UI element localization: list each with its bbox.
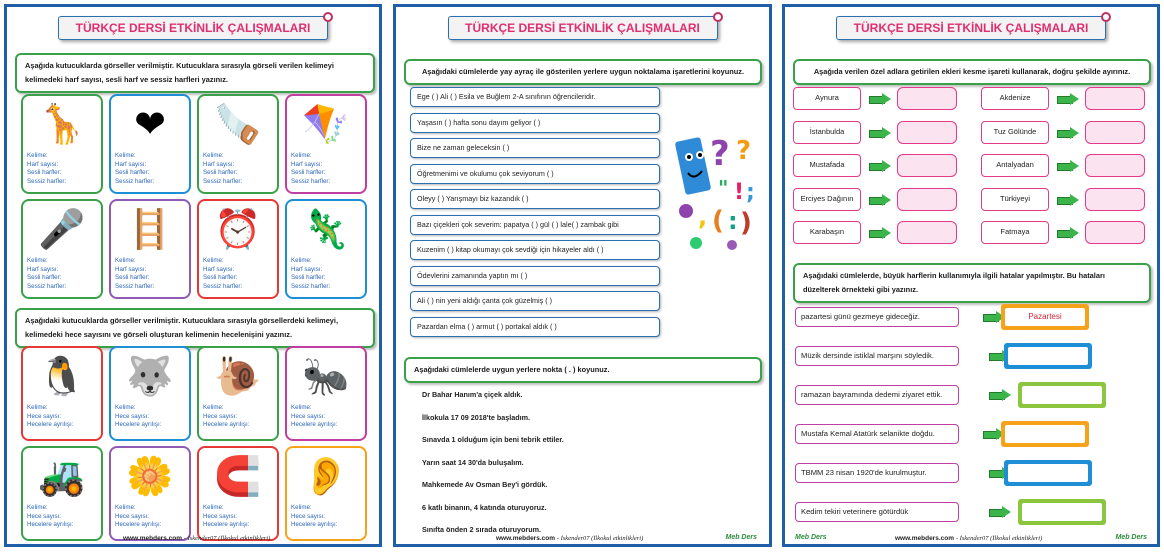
card-field-label: Hece sayısı: xyxy=(27,412,62,420)
saw-icon xyxy=(199,96,277,152)
proper-name-box: Türkiyeyi xyxy=(981,188,1049,211)
card-field-label: Sesli harfler: xyxy=(115,274,150,282)
snail-icon-glyph: 🐌 xyxy=(214,353,262,398)
page-title: TÜRKÇE DERSİ ETKİNLİK ÇALIŞMALARI xyxy=(58,16,328,40)
svg-text:): ) xyxy=(740,208,752,238)
card-field-label: Hecelere ayrılışı: xyxy=(115,421,162,429)
card-field-label: Hece sayısı: xyxy=(203,412,238,420)
answer-input-box[interactable] xyxy=(897,87,957,110)
card-field-label: Kelime: xyxy=(291,404,312,411)
card-field-label: Harf sayısı: xyxy=(27,160,59,168)
instruction-box-punctuation: Aşağıdaki cümlelerde yay ayraç ile gösterilen yerlere uygun noktalama işaretlerini koyunuz. xyxy=(404,59,762,85)
arrow-icon xyxy=(869,128,891,138)
answer-input-box[interactable] xyxy=(897,188,957,211)
card-field-label: Hece sayısı: xyxy=(115,412,150,420)
snail-icon xyxy=(199,348,277,404)
dot-sentence: Sınavda 1 olduğum için beni tebrik ettiler. xyxy=(422,435,564,444)
answer-input-box[interactable] xyxy=(897,121,957,144)
card-field-label: Hecelere ayrılışı: xyxy=(291,421,338,429)
card-field-label: Harf sayısı: xyxy=(291,160,323,168)
picture-card xyxy=(21,94,103,194)
microphone-icon-glyph: 🎤 xyxy=(38,206,86,251)
card-field-label: Kelime: xyxy=(27,504,48,511)
picture-card xyxy=(197,446,279,541)
arrow-icon xyxy=(869,161,891,171)
correction-answer-field[interactable] xyxy=(1022,386,1102,404)
dot-sentence: 6 katlı binanın, 4 katında oturuyoruz. xyxy=(422,502,547,512)
ant-icon xyxy=(287,348,365,404)
picture-card xyxy=(109,94,191,194)
card-field-label: Hecelere ayrılışı: xyxy=(27,521,74,529)
punctuation-sentence-box: Ali ( ) nin yeni aldığı çanta çok güzelmiş ( ) xyxy=(410,291,660,311)
instruction-box-apostrophe: Aşağıda verilen özel adlara getirilen ekleri kesme işareti kullanarak, doğru şekilde ayırınız. xyxy=(793,59,1151,85)
card-field-label: Kelime: xyxy=(291,257,312,264)
card-field-label: Sesli harfler: xyxy=(203,274,238,282)
mebders-logo: Meb Ders xyxy=(725,534,757,541)
card-field-label: Sessiz harfler: xyxy=(291,177,331,185)
card-field-label: Hecelere ayrılışı: xyxy=(27,421,74,429)
title-curl-decoration xyxy=(713,12,723,22)
correction-answer-box[interactable] xyxy=(1001,421,1089,447)
arrow-icon xyxy=(1057,94,1079,104)
picture-card xyxy=(285,446,367,541)
mebders-logo-right: Meb Ders xyxy=(1115,534,1147,541)
proper-name-box: Antalyadan xyxy=(981,154,1049,177)
capital-sentence-box: ramazan bayramında dedemi ziyaret ettik. xyxy=(795,385,959,405)
instruction-box-letters: Aşağıda kutucuklarda görseller verilmiştir. Kutucuklara sırasıyla görseli verilen kelimeyi kelimedeki harf sayısı, sesli harf ve sessiz harfleri yazınız. xyxy=(15,53,375,93)
lizard-icon-glyph: 🦎 xyxy=(302,206,350,251)
worksheet-page-3 xyxy=(782,4,1160,547)
capital-sentence-box: pazartesi günü gezmeye gideceğiz. xyxy=(795,307,959,327)
proper-name-box: Aynura xyxy=(793,87,861,110)
capital-sentence-box: Kedim tekiri veterinere götürdük xyxy=(795,502,959,522)
correction-answer-field[interactable] xyxy=(1022,503,1102,521)
arrow-icon xyxy=(869,228,891,238)
microphone-icon xyxy=(23,201,101,257)
arrow-icon xyxy=(869,195,891,205)
instruction-box-capitals: Aşağıdaki cümlelerde, büyük harflerin kullanımıyla ilgili hatalar yapılmıştır. Bu hataları düzelterek örnekteki gibi yazınız. xyxy=(793,263,1151,303)
correction-answer-box[interactable] xyxy=(1018,382,1106,408)
saw-icon-glyph: 🪚 xyxy=(214,101,262,146)
svg-text:": " xyxy=(718,176,729,200)
page-footer: www.mebders.com - İskender07 (İlkokul etkinlikleri) xyxy=(496,535,644,542)
correction-answer-box[interactable] xyxy=(1018,499,1106,525)
instruction-box-dot: Aşağıdaki cümlelerde uygun yerlere nokta ( . ) koyunuz. xyxy=(404,357,762,383)
heart-icon xyxy=(111,96,189,152)
card-field-label: Sessiz harfler: xyxy=(291,282,331,290)
card-field-label: Kelime: xyxy=(203,504,224,511)
page-footer: www.mebders.com - İskender07 (İlkokul etkinlikleri) xyxy=(123,535,271,542)
picture-card xyxy=(285,94,367,194)
picture-card xyxy=(21,346,103,441)
picture-card xyxy=(21,199,103,299)
card-field-label: Sessiz harfler: xyxy=(27,282,67,290)
answer-input-box[interactable] xyxy=(1085,221,1145,244)
correction-answer-field[interactable] xyxy=(1008,464,1088,482)
card-field-label: Kelime: xyxy=(115,404,136,411)
answer-input-box[interactable] xyxy=(897,221,957,244)
card-field-label: Harf sayısı: xyxy=(203,265,235,273)
picture-card xyxy=(285,346,367,441)
card-field-label: Hecelere ayrılışı: xyxy=(203,421,250,429)
proper-name-box: Tuz Gölünde xyxy=(981,121,1049,144)
page-title: TÜRKÇE DERSİ ETKİNLİK ÇALIŞMALARI xyxy=(836,16,1106,40)
clock-icon-glyph: ⏰ xyxy=(214,206,262,251)
card-field-label: Sessiz harfler: xyxy=(115,282,155,290)
arrow-icon xyxy=(869,94,891,104)
picture-card xyxy=(21,446,103,541)
card-field-label: Sessiz harfler: xyxy=(203,177,243,185)
correction-answer-field[interactable] xyxy=(1008,347,1088,365)
card-field-label: Hecelere ayrılışı: xyxy=(203,521,250,529)
answer-input-box[interactable] xyxy=(897,154,957,177)
daisy-icon xyxy=(111,448,189,504)
punctuation-sentence-box: Yaşasın ( ) hafta sonu dayım geliyor ( ) xyxy=(410,113,660,133)
answer-input-box[interactable] xyxy=(1085,188,1145,211)
page-footer: www.mebders.com - İskender07 (İlkokul etkinlikleri) xyxy=(895,535,1043,542)
title-curl-decoration xyxy=(323,12,333,22)
picture-card xyxy=(109,346,191,441)
card-field-label: Sesli harfler: xyxy=(27,274,62,282)
proper-name-box: Akdenize xyxy=(981,87,1049,110)
card-field-label: Kelime: xyxy=(115,152,136,159)
arrow-icon xyxy=(1057,161,1079,171)
svg-text:;: ; xyxy=(746,180,755,205)
card-field-label: Kelime: xyxy=(115,504,136,511)
picture-card xyxy=(109,446,191,541)
ant-icon-glyph: 🐜 xyxy=(302,353,350,398)
ear-icon-glyph: 👂 xyxy=(302,453,350,498)
ear-icon xyxy=(287,448,365,504)
punctuation-sentence-box: Kuzenim ( ) kitap okumayı çok sevdiği için hikayeler aldı ( ) xyxy=(410,240,660,260)
ladder-icon-glyph: 🪜 xyxy=(126,206,174,251)
punctuation-marks-illustration xyxy=(674,125,764,255)
page-title: TÜRKÇE DERSİ ETKİNLİK ÇALIŞMALARI xyxy=(448,16,718,40)
magnet-icon xyxy=(199,448,277,504)
dot-sentence: Yarın saat 14 30'da buluşalım. xyxy=(422,457,524,467)
instruction-box-syllables: Aşağıdaki kutucuklarda görseller verilmiştir. Kutucuklara sırasıyla görsellerdeki kelimeyi, kelimedeki hece sayısını ve görseli oluşturan kelimenin hecelenişini yazınız. xyxy=(15,308,375,348)
tractor-icon-glyph: 🚜 xyxy=(38,453,86,498)
worksheet-page-1 xyxy=(4,4,382,547)
arrow-icon xyxy=(989,507,1011,517)
card-field-label: Hecelere ayrılışı: xyxy=(291,521,338,529)
picture-card xyxy=(197,94,279,194)
dot-sentence: Dr Bahar Hanım'a çiçek aldık. xyxy=(422,390,523,399)
punctuation-sentence-box: Öğretmenimi ve okulumu çok seviyorum ( ) xyxy=(410,164,660,184)
card-field-label: Harf sayısı: xyxy=(203,160,235,168)
card-field-label: Sessiz harfler: xyxy=(27,177,67,185)
punctuation-sentence-box: Bize ne zaman geleceksin ( ) xyxy=(410,138,660,158)
answer-input-box[interactable] xyxy=(1085,154,1145,177)
svg-text:(: ( xyxy=(712,206,724,236)
dot-sentence: Sınıfta önden 2 sırada oturuyorum. xyxy=(422,525,542,534)
picture-card xyxy=(197,346,279,441)
wolf-icon xyxy=(111,348,189,404)
heart-icon-glyph: ❤ xyxy=(134,102,166,146)
lizard-icon xyxy=(287,201,365,257)
svg-text:?: ? xyxy=(710,134,730,174)
giraffe-icon xyxy=(23,96,101,152)
correction-answer-field[interactable]: Pazartesi xyxy=(1005,308,1085,326)
arrow-icon xyxy=(1057,228,1079,238)
card-field-label: Sesli harfler: xyxy=(27,169,62,177)
capital-sentence-box: TBMM 23 nisan 1920'de kurulmuştur. xyxy=(795,463,959,483)
picture-card xyxy=(109,199,191,299)
card-field-label: Kelime: xyxy=(291,152,312,159)
card-field-label: Harf sayısı: xyxy=(115,160,147,168)
proper-name-box: Karabaşın xyxy=(793,221,861,244)
capital-sentence-box: Mustafa Kemal Atatürk selanikte doğdu. xyxy=(795,424,959,444)
kite-icon xyxy=(287,96,365,152)
card-field-label: Sesli harfler: xyxy=(291,169,326,177)
clock-icon xyxy=(199,201,277,257)
picture-card xyxy=(285,199,367,299)
mebders-logo: Meb Ders xyxy=(795,534,827,541)
card-field-label: Sesli harfler: xyxy=(115,169,150,177)
punctuation-sentence-box: Pazardan elma ( ) armut ( ) portakal aldık ( ) xyxy=(410,317,660,337)
ladder-icon xyxy=(111,201,189,257)
arrow-icon xyxy=(1057,128,1079,138)
svg-text::: : xyxy=(728,207,738,235)
penguin-icon xyxy=(23,348,101,404)
punctuation-sentence-box: Ödevlerini zamanında yaptın mı ( ) xyxy=(410,266,660,286)
card-field-label: Sessiz harfler: xyxy=(115,177,155,185)
correction-answer-box[interactable] xyxy=(1004,460,1092,486)
proper-name-box: İstanbulda xyxy=(793,121,861,144)
card-field-label: Kelime: xyxy=(27,404,48,411)
dot-sentence: Mahkemede Av Osman Bey'i gördük. xyxy=(422,480,548,489)
answer-input-box[interactable] xyxy=(1085,121,1145,144)
svg-text:?: ? xyxy=(736,136,752,166)
proper-name-box: Fatmaya xyxy=(981,221,1049,244)
punctuation-sentence-box: Oleyy ( ) Yarışmayı biz kazandık ( ) xyxy=(410,189,660,209)
card-field-label: Hece sayısı: xyxy=(115,512,150,520)
card-field-label: Kelime: xyxy=(115,257,136,264)
svg-text:,: , xyxy=(698,203,708,231)
correction-answer-box[interactable] xyxy=(1004,343,1092,369)
card-field-label: Hecelere ayrılışı: xyxy=(115,521,162,529)
card-field-label: Sessiz harfler: xyxy=(203,282,243,290)
card-field-label: Kelime: xyxy=(203,404,224,411)
card-field-label: Hece sayısı: xyxy=(291,512,326,520)
card-field-label: Hece sayısı: xyxy=(27,512,62,520)
correction-answer-box[interactable] xyxy=(1001,304,1089,330)
penguin-icon-glyph: 🐧 xyxy=(38,353,86,398)
worksheet-page-2 xyxy=(393,4,772,547)
wolf-icon-glyph: 🐺 xyxy=(126,353,174,398)
card-field-label: Harf sayısı: xyxy=(291,265,323,273)
card-field-label: Hece sayısı: xyxy=(203,512,238,520)
kite-icon-glyph: 🪁 xyxy=(302,101,350,146)
card-field-label: Kelime: xyxy=(27,152,48,159)
arrow-icon xyxy=(1057,195,1079,205)
capital-sentence-box: Müzik dersinde istiklal marşını söyledik. xyxy=(795,346,959,366)
tractor-icon xyxy=(23,448,101,504)
proper-name-box: Mustafada xyxy=(793,154,861,177)
card-field-label: Sesli harfler: xyxy=(291,274,326,282)
card-field-label: Hece sayısı: xyxy=(291,412,326,420)
dot-sentence: İlkokula 17 09 2018'te başladım. xyxy=(422,412,530,422)
arrow-icon xyxy=(989,390,1011,400)
punctuation-sentence-box: Ege ( ) Ali ( ) Esila ve Buğlem 2-A sınıfının öğrencileridir. xyxy=(410,87,660,107)
card-field-label: Kelime: xyxy=(27,257,48,264)
giraffe-icon-glyph: 🦒 xyxy=(38,101,86,146)
magnet-icon-glyph: 🧲 xyxy=(214,453,262,498)
svg-text:!: ! xyxy=(734,180,745,205)
punctuation-sentence-box: Bazı çiçekleri çok severim: papatya ( ) gül ( ) lale( ) zambak gibi xyxy=(410,215,660,235)
picture-card xyxy=(197,199,279,299)
correction-answer-field[interactable] xyxy=(1005,425,1085,443)
card-field-label: Harf sayısı: xyxy=(115,265,147,273)
answer-input-box[interactable] xyxy=(1085,87,1145,110)
daisy-icon-glyph: 🌼 xyxy=(126,453,174,498)
proper-name-box: Erciyes Dağının xyxy=(793,188,861,211)
card-field-label: Kelime: xyxy=(203,257,224,264)
card-field-label: Kelime: xyxy=(203,152,224,159)
card-field-label: Kelime: xyxy=(291,504,312,511)
card-field-label: Sesli harfler: xyxy=(203,169,238,177)
card-field-label: Harf sayısı: xyxy=(27,265,59,273)
title-curl-decoration xyxy=(1101,12,1111,22)
